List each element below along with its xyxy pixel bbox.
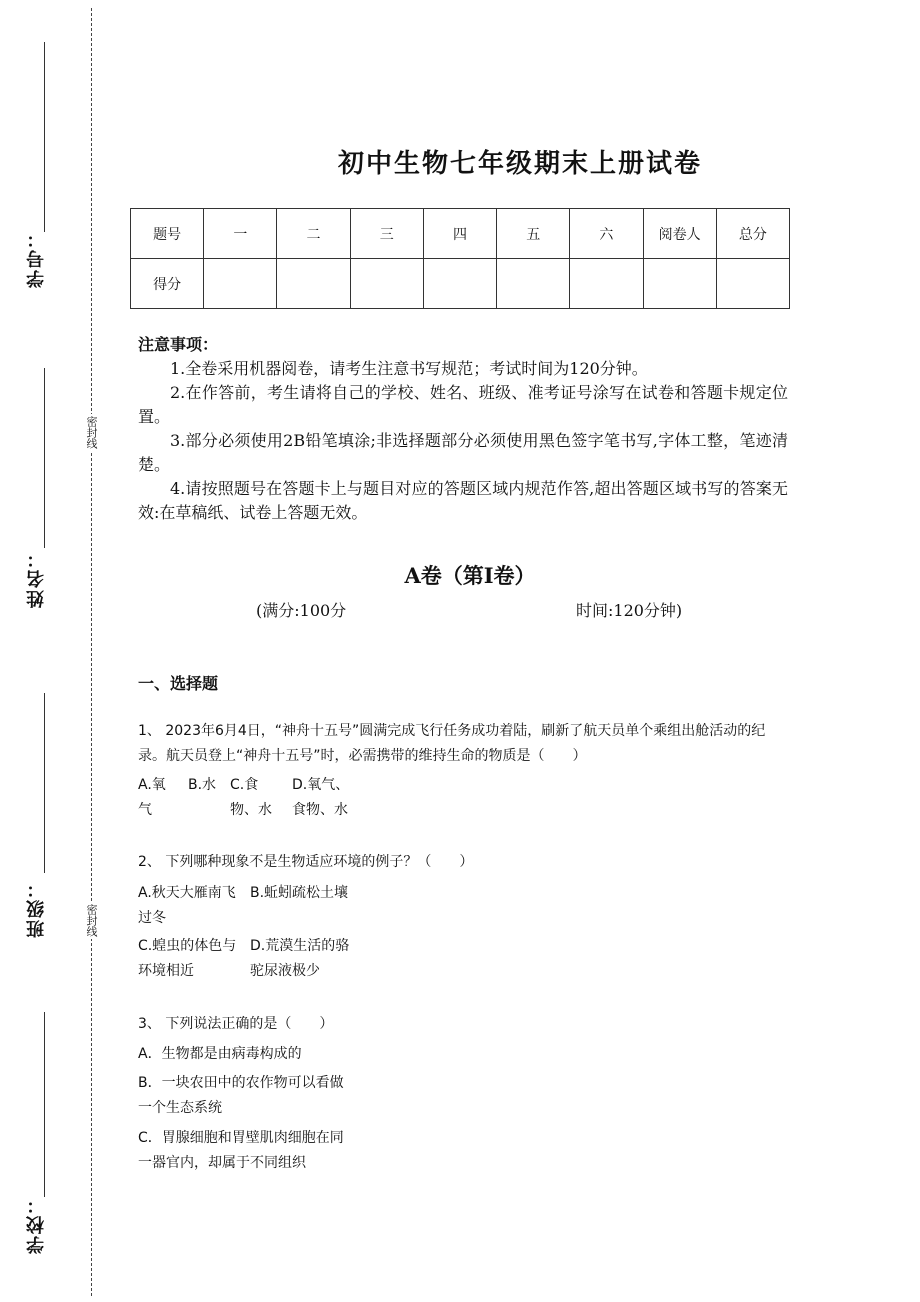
question-1-option-a[interactable]: A.氧气 xyxy=(138,777,166,818)
table-cell: 阅卷人 xyxy=(643,209,716,259)
full-score: (满分:100分 xyxy=(256,601,347,620)
notes-block xyxy=(138,333,788,525)
table-cell: 一 xyxy=(204,209,277,259)
question-2-text: 2、 下列哪种现象不是生物适应环境的例子？（ ） xyxy=(138,854,474,870)
table-cell: 总分 xyxy=(716,209,789,259)
table-cell: 题号 xyxy=(131,209,204,259)
seal-dashed-line xyxy=(91,8,92,1296)
question-1-option-b[interactable]: B.水 xyxy=(188,777,217,793)
exam-title: 初中生物七年级期末上册试卷 xyxy=(337,149,702,179)
name-label: 姓名： xyxy=(26,548,47,608)
question-1-option-c[interactable]: C.食物、水 xyxy=(230,777,272,818)
name-line xyxy=(44,368,45,548)
seal-text-upper: 密封线 xyxy=(85,416,98,449)
score-table-score-row xyxy=(131,259,790,309)
table-cell: 四 xyxy=(423,209,496,259)
question-2-option-b[interactable]: B.蚯蚓疏松土壤 xyxy=(250,885,349,901)
question-3-option-a[interactable]: A．生物都是由病毒构成的 xyxy=(138,1046,302,1062)
score-cell[interactable] xyxy=(716,259,789,309)
question-3-option-c[interactable]: C．胃腺细胞和胃壁肌肉细胞在同一器官内，却属于不同组织 xyxy=(138,1130,344,1171)
score-cell[interactable] xyxy=(643,259,716,309)
student-id-label: 学号： xyxy=(26,228,47,288)
question-2-option-a[interactable]: A.秋天大雁南飞过冬 xyxy=(138,885,236,926)
note-item: 3.部分必须使用2B铅笔填涂;非选择题部分必须使用黑色签字笔书写,字体工整，笔迹清楚。 xyxy=(138,431,788,474)
question-1-text: 1、 2023年6月4日，“神舟十五号”圆满完成飞行任务成功着陆，刷新了航天员单个乘组出舱活动的纪录。航天员登上“神舟十五号”时，必需携带的维持生命的物质是（ ） xyxy=(138,723,766,764)
score-cell[interactable] xyxy=(277,259,350,309)
score-table-header-row xyxy=(131,209,790,259)
table-cell: 五 xyxy=(497,209,570,259)
score-cell[interactable] xyxy=(497,259,570,309)
class-label: 班级： xyxy=(26,878,47,938)
score-table xyxy=(130,208,790,309)
question-3-option-b[interactable]: B．一块农田中的农作物可以看做一个生态系统 xyxy=(138,1075,344,1116)
note-item: 4.请按照题号在答题卡上与题目对应的答题区域内规范作答,超出答题区域书写的答案无效:在草稿纸、试卷上答题无效。 xyxy=(138,479,788,522)
school-label: 学校： xyxy=(26,1194,47,1254)
score-cell[interactable] xyxy=(204,259,277,309)
exam-time: 时间:120分钟) xyxy=(576,601,683,620)
table-cell: 得分 xyxy=(131,259,204,309)
table-cell: 六 xyxy=(570,209,643,259)
score-cell[interactable] xyxy=(423,259,496,309)
seal-text-lower: 密封线 xyxy=(85,904,98,937)
notes-heading: 注意事项： xyxy=(138,335,219,354)
question-2-option-c[interactable]: C.蝗虫的体色与环境相近 xyxy=(138,938,237,979)
question-2-option-d[interactable]: D.荒漠生活的骆驼尿液极少 xyxy=(250,938,350,979)
note-item: 2.在作答前，考生请将自己的学校、姓名、班级、准考证号涂写在试卷和答题卡规定位置。 xyxy=(138,383,788,426)
table-cell: 三 xyxy=(350,209,423,259)
score-cell[interactable] xyxy=(350,259,423,309)
section-title: 一、选择题 xyxy=(138,674,219,693)
class-line xyxy=(44,693,45,873)
student-id-line xyxy=(44,42,45,232)
school-line xyxy=(44,1012,45,1197)
score-cell[interactable] xyxy=(570,259,643,309)
table-cell: 二 xyxy=(277,209,350,259)
volume-title: A卷（第I卷） xyxy=(404,563,536,588)
question-1-option-d[interactable]: D.氧气、食物、水 xyxy=(292,777,350,818)
question-3-text: 3、 下列说法正确的是（ ） xyxy=(138,1016,334,1032)
note-item: 1.全卷采用机器阅卷，请考生注意书写规范；考试时间为120分钟。 xyxy=(170,359,648,378)
